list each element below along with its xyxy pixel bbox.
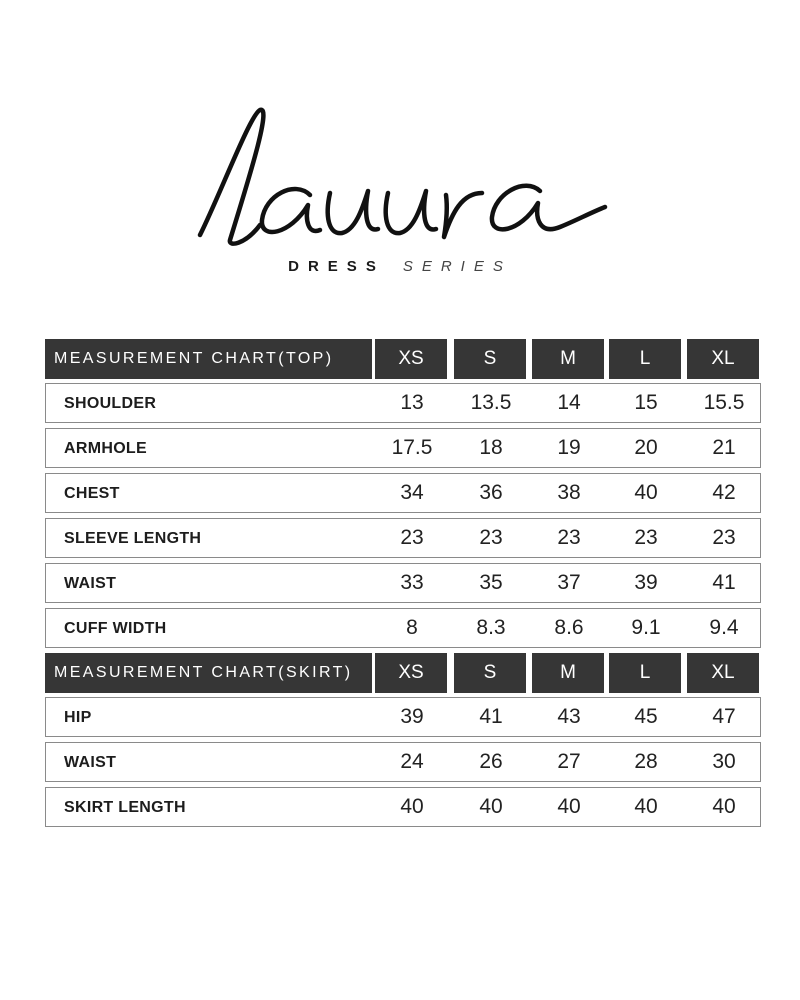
cell-value: 26	[479, 750, 503, 773]
cell-value: 41	[712, 571, 736, 594]
cell-value: 45	[634, 705, 658, 728]
row-label: SKIRT LENGTH	[64, 799, 186, 816]
row-label: WAIST	[64, 754, 117, 771]
size-header: M	[532, 339, 604, 379]
table-row	[45, 518, 761, 558]
cell-value: 43	[557, 705, 581, 728]
cell-value: 35	[479, 571, 503, 594]
cell-value: 40	[400, 795, 424, 818]
table-row	[45, 383, 761, 423]
cell-value: 9.1	[631, 616, 661, 639]
cell-value: 23	[479, 526, 503, 549]
cell-value: 24	[400, 750, 424, 773]
cell-value: 17.5	[391, 436, 433, 459]
row-label: WAIST	[64, 575, 117, 592]
cell-value: 28	[634, 750, 658, 773]
size-header: XS	[375, 339, 447, 379]
cell-value: 13	[400, 391, 424, 414]
table-title: MEASUREMENT CHART(TOP)	[45, 339, 372, 379]
cell-value: 27	[557, 750, 581, 773]
cell-value: 13.5	[470, 391, 512, 414]
tagline	[0, 258, 800, 275]
size-header: XS	[375, 653, 447, 693]
tagline-bold: DRESS	[288, 258, 385, 275]
size-header: L	[609, 653, 681, 693]
cell-value: 40	[634, 481, 658, 504]
row-label: SHOULDER	[64, 395, 157, 412]
cell-value: 47	[712, 705, 736, 728]
table-body	[45, 383, 761, 648]
table-row	[45, 742, 761, 782]
tagline-light: SERIES	[402, 258, 512, 275]
size-header: S	[454, 339, 526, 379]
cell-value: 41	[479, 705, 503, 728]
cell-value: 15.5	[703, 391, 745, 414]
table-row	[45, 787, 761, 827]
top-measurement-table	[45, 339, 761, 653]
brand-logo	[0, 0, 800, 300]
cell-value: 40	[712, 795, 736, 818]
size-header: XL	[687, 653, 759, 693]
table-title: MEASUREMENT CHART(SKIRT)	[45, 653, 372, 693]
cell-value: 23	[400, 526, 424, 549]
cell-value: 40	[557, 795, 581, 818]
cell-value: 23	[557, 526, 581, 549]
cell-value: 33	[400, 571, 424, 594]
cell-value: 36	[479, 481, 503, 504]
cell-value: 18	[479, 436, 503, 459]
row-label: SLEEVE LENGTH	[64, 530, 202, 547]
laura-script-logo	[190, 95, 610, 255]
cell-value: 23	[634, 526, 658, 549]
row-label: CHEST	[64, 485, 120, 502]
cell-value: 23	[712, 526, 736, 549]
cell-value: 30	[712, 750, 736, 773]
cell-value: 39	[634, 571, 658, 594]
table-header	[45, 339, 761, 379]
size-header: L	[609, 339, 681, 379]
table-body	[45, 697, 761, 827]
cell-value: 8.6	[554, 616, 584, 639]
cell-value: 8	[406, 616, 418, 639]
table-row	[45, 697, 761, 737]
row-label: HIP	[64, 709, 92, 726]
table-row	[45, 473, 761, 513]
size-header: M	[532, 653, 604, 693]
table-header	[45, 653, 761, 693]
cell-value: 9.4	[709, 616, 739, 639]
cell-value: 37	[557, 571, 581, 594]
size-header: S	[454, 653, 526, 693]
cell-value: 14	[557, 391, 581, 414]
table-row	[45, 608, 761, 648]
size-header: XL	[687, 339, 759, 379]
cell-value: 15	[634, 391, 658, 414]
table-row	[45, 428, 761, 468]
cell-value: 39	[400, 705, 424, 728]
cell-value: 20	[634, 436, 658, 459]
cell-value: 34	[400, 481, 424, 504]
cell-value: 21	[712, 436, 736, 459]
row-label: CUFF WIDTH	[64, 620, 167, 637]
row-label: ARMHOLE	[64, 440, 147, 457]
table-row	[45, 563, 761, 603]
cell-value: 40	[634, 795, 658, 818]
skirt-measurement-table	[45, 653, 761, 832]
cell-value: 40	[479, 795, 503, 818]
cell-value: 38	[557, 481, 581, 504]
cell-value: 42	[712, 481, 736, 504]
cell-value: 19	[557, 436, 581, 459]
cell-value: 8.3	[476, 616, 506, 639]
